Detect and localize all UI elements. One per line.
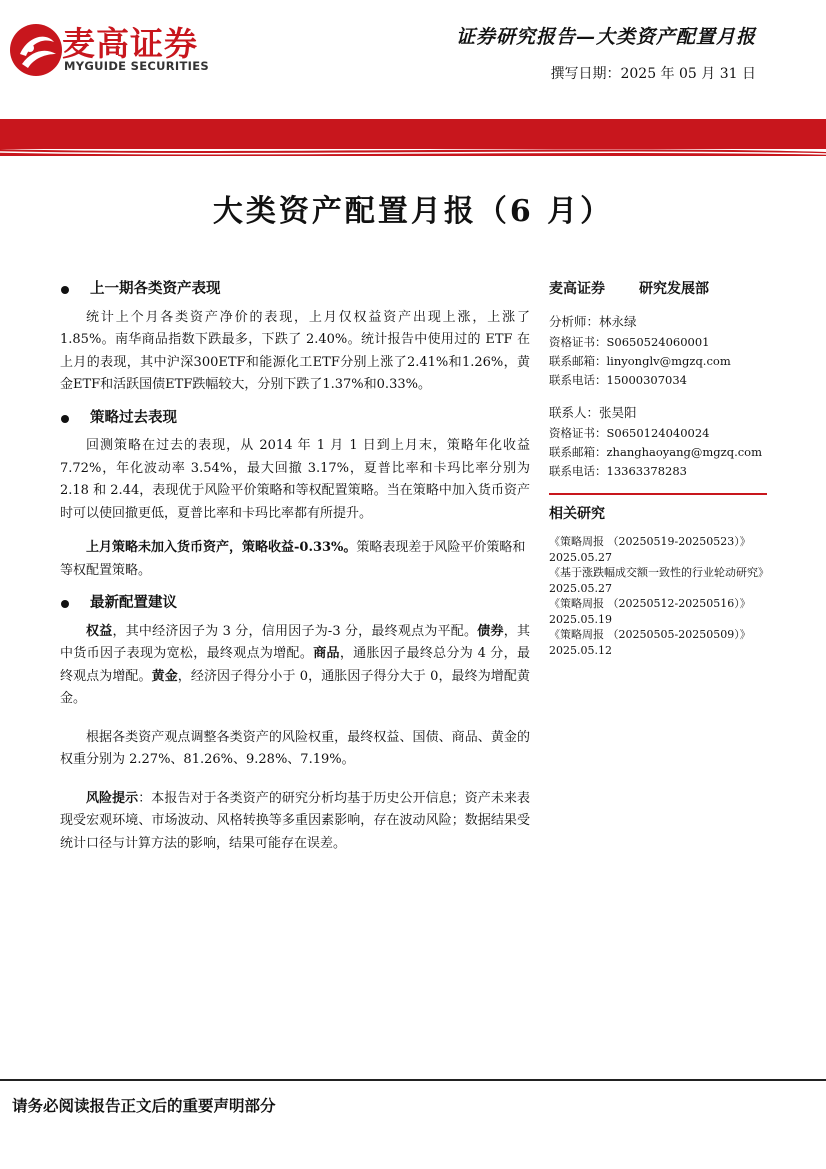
- report-date: 撰写日期：2025 年 05 月 31 日: [550, 66, 756, 82]
- contact-name: 联系人：张昊阳: [549, 405, 637, 420]
- header-band: [0, 119, 826, 156]
- bullet-icon: [61, 600, 69, 608]
- advice-paragraph: 权益，其中经济因子为 3 分，信用因子为-3 分，最终观点为平配。债券，其中货币因子表现为宽松，最终观点为增配。商品，通胀因子最终总分为 4 分，最终观点为增配。黄金，经济因子得分小于 0，通胀因子得分大于 0，最终为增配黄金。: [60, 623, 530, 706]
- report-type: 证券研究报告—大类资产配置月报: [455, 26, 756, 48]
- related-research-title: 相关研究: [549, 506, 605, 522]
- paragraph: 上月策略未加入货币资产，策略收益-0.33%。策略表现差于风险平价策略和等权配置策略。: [60, 540, 526, 578]
- sidebar-divider: [549, 493, 767, 495]
- contact-cert: 资格证书：S0650124040024: [549, 426, 710, 440]
- analyst-name: 分析师：林永绿: [549, 314, 637, 329]
- related-item[interactable]: 《策略周报 （20250512-20250516）》: [549, 597, 751, 610]
- related-item[interactable]: 《策略周报 （20250519-20250523）》: [549, 535, 751, 548]
- sidebar-department: 麦高证券 研究发展部: [549, 281, 709, 297]
- section-heading: 最新配置建议: [60, 592, 530, 615]
- main-content: [60, 278, 530, 855]
- analyst-phone: 联系电话：15000307034: [549, 373, 687, 387]
- paragraph: 回测策略在过去的表现，从 2014 年 1 月 1 日到上月末，策略年化收益 7.72%，年化波动率 3.54%，最大回撤 3.17%，夏普比率和卡玛比率分别为 2.18 和 2.44，表现优于风险平价策略和等权配置策略。当在策略中加入货币资产时可以使回撤更低，夏普比率和卡玛比率都有所提升。: [60, 438, 530, 521]
- analyst-cert: 资格证书：S0650524060001: [549, 335, 710, 349]
- footer-disclaimer: 请务必阅读报告正文后的重要声明部分: [12, 1096, 276, 1115]
- contact-email[interactable]: 联系邮箱：zhanghaoyang@mgzq.com: [549, 445, 763, 459]
- risk-paragraph: 风险提示：本报告对于各类资产的研究分析均基于历史公开信息；资产未来表现受宏观环境、市场波动、风格转换等多重因素影响，存在波动风险；数据结果受统计口径与计算方法的影响，结果可能存在误差。: [60, 790, 530, 851]
- footer-divider: [0, 1079, 826, 1081]
- related-item-date: 2025.05.27: [549, 550, 612, 564]
- related-item-date: 2025.05.12: [549, 643, 612, 657]
- section-heading: 上一期各类资产表现: [60, 278, 530, 301]
- bullet-icon: [61, 415, 69, 423]
- analyst-email[interactable]: 联系邮箱：linyonglv@mgzq.com: [549, 354, 731, 368]
- contact-phone: 联系电话：13363378283: [549, 464, 687, 478]
- related-item[interactable]: 《策略周报 （20250505-20250509）》: [549, 628, 751, 641]
- company-logo-mark: [6, 20, 66, 80]
- related-item-date: 2025.05.19: [549, 612, 612, 626]
- weights-paragraph: 根据各类资产观点调整各类资产的风险权重，最终权益、国债、商品、黄金的权重分别为 2.27%、81.26%、9.28%、7.19%。: [60, 729, 530, 767]
- bullet-icon: [61, 286, 69, 294]
- related-item[interactable]: 《基于涨跌幅成交额一致性的行业轮动研究》2025.05.27: [549, 566, 769, 595]
- company-logo-english: MYGUIDE SECURITIES: [64, 59, 209, 73]
- report-title: 大类资产配置月报（6 月）: [212, 194, 614, 229]
- section-heading: 策略过去表现: [60, 407, 530, 430]
- paragraph: 统计上个月各类资产净价的表现，上月仅权益资产出现上涨，上涨了 1.85%。南华商品指数下跌最多，下跌了 2.40%。统计报告中使用过的 ETF 在上月的表现，其中沪深300ETF和能源化工ETF分别上涨了2.41%和1.26%，黄金ETF和活跃国债ETF跌幅较大，分别下跌了1.37%和0.33%。: [60, 309, 530, 392]
- company-logo-text: 麦高证券: [62, 24, 198, 63]
- sidebar: [549, 280, 769, 658]
